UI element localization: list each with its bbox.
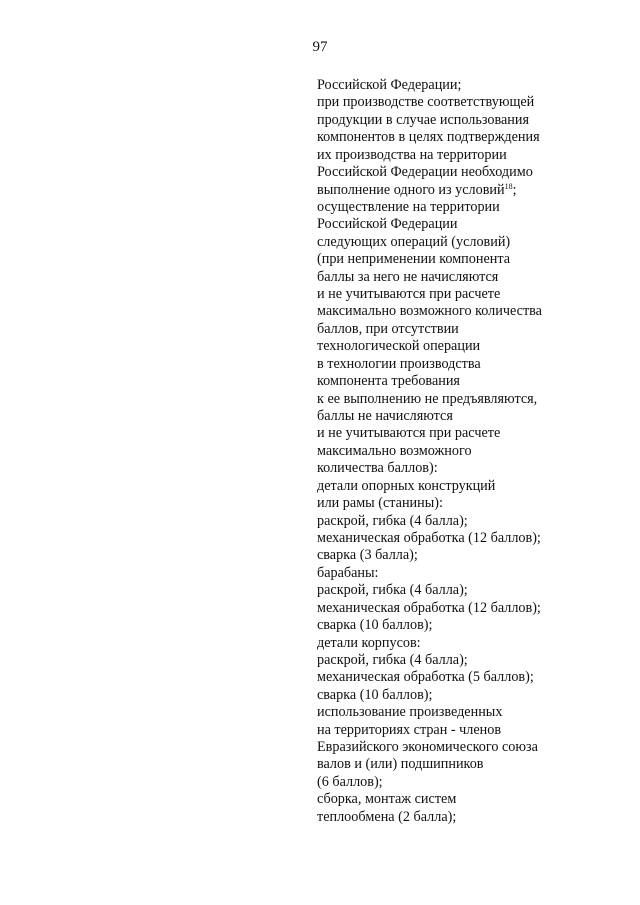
text-line: сборка, монтаж систем [317,791,457,808]
text-line: теплообмена (2 балла); [317,808,457,825]
text-line: барабаны: [317,564,379,581]
text-line: компонентов в целях подтверждения [317,129,540,146]
text-line: сварка (10 баллов); [317,686,433,703]
text-line-body: выполнение одного из условий [317,181,505,198]
text-line: продукции в случае использования [317,111,529,128]
text-line: баллов, при отсутствии [317,320,459,337]
text-line: следующих операций (условий) [317,233,511,250]
text-line: на территориях стран - членов [317,721,502,738]
page-number: 97 [312,39,328,55]
text-line: валов и (или) подшипников [317,756,484,773]
text-line: технологической операции [317,338,481,355]
text-line: количества баллов): [317,460,438,477]
text-line: и не учитываются при расчете [317,286,501,303]
text-line: механическая обработка (12 баллов); [317,599,541,616]
text-line: детали корпусов: [317,634,421,651]
text-line: сварка (3 балла); [317,547,418,564]
text-line: при производстве соответствующей [317,94,535,111]
text-line: их производства на территории [317,146,507,163]
text-line: раскрой, гибка (4 балла); [317,512,468,529]
text-line: компонента требования [317,373,460,390]
text-line: Российской Федерации; [317,77,462,93]
text-line: максимально возможного количества [317,303,542,320]
text-line: использование произведенных [317,704,503,721]
text-line: и не учитываются при расчете [317,425,501,442]
text-line: баллы не начисляются [317,408,453,425]
text-line: Евразийского экономического союза [317,739,538,756]
footnote-reference[interactable]: 18 [504,181,513,191]
text-line: максимально возможного [317,442,472,459]
document-text [317,77,627,826]
text-line: раскрой, гибка (4 балла); [317,582,468,599]
text-line: механическая обработка (12 баллов); [317,529,541,546]
text-line: (при неприменении компонента [317,251,511,268]
text-line: раскрой, гибка (4 балла); [317,651,468,668]
text-line: или рамы (станины): [317,495,443,512]
text-line: сварка (10 баллов); [317,617,433,634]
text-line: детали опорных конструкций [317,477,496,494]
text-line: механическая обработка (5 баллов); [317,669,534,686]
text-line-with-footnote [317,182,627,199]
text-line: Российской Федерации необходимо [317,164,533,181]
text-line: (6 баллов); [317,773,383,790]
text-line: осуществление на территории [317,198,500,215]
text-line: к ее выполнению не предъявляются, [317,390,538,407]
text-line: Российской Федерации [317,216,458,233]
text-line: баллы за него не начисляются [317,268,499,285]
footnote-trailing-punctuation: ; [512,181,517,198]
text-line: в технологии производства [317,355,481,372]
